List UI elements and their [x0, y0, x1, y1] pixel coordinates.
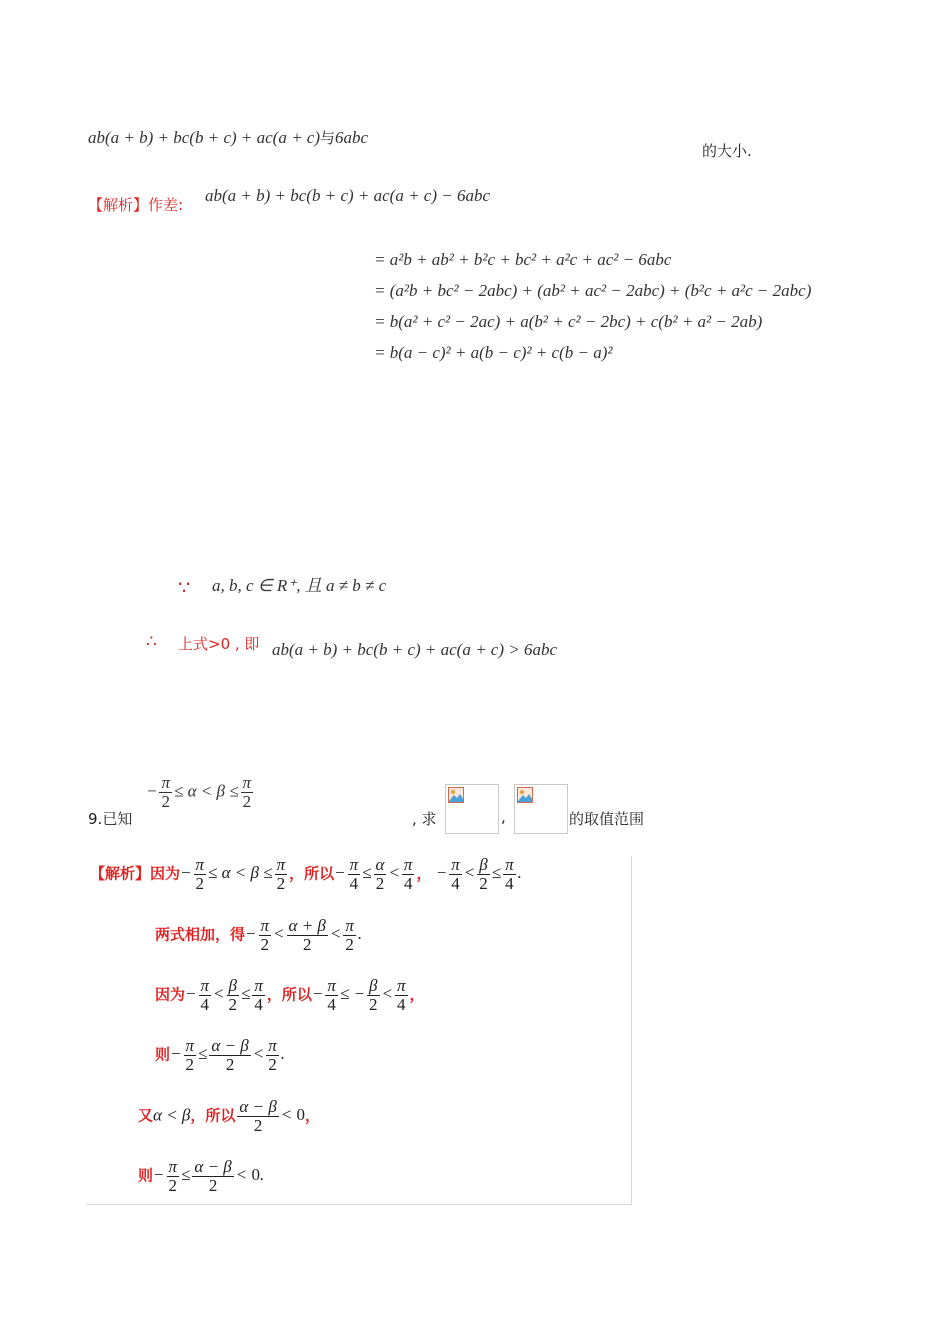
broken-image-2	[514, 784, 568, 834]
problem8-yu: 与	[320, 129, 336, 147]
solution9-l6-a: 则	[138, 1166, 154, 1185]
solution9-line-4: 则− $\frac{\pi}{2}$ ≤ $\frac{\alpha - \beta}{2}$ < $\frac{\pi}{2}$ .	[155, 1036, 286, 1074]
solution9-line-2: 两式相加，得− $\frac{\pi}{2}$ < $\frac{\alpha + \beta}{2}$ < $\frac{\pi}{2}$ .	[155, 916, 363, 954]
solution9-l3-a: 因为	[155, 985, 186, 1004]
problem9-label	[88, 808, 132, 829]
solution9-l1-b: 所以	[304, 864, 335, 883]
solution9-line-3: 因为− $\frac{\pi}{4}$ < $\frac{\beta}{2}$ ≤ $\frac{\pi}{4}$ ，所以− $\frac{\pi}{4}$ ≤ − $\frac{\beta}{2}$ < $\frac{\pi}{4}$ ，	[155, 976, 425, 1014]
solution9-box	[86, 856, 632, 1205]
solution9-tag: 【解析】	[90, 864, 151, 883]
solution8-step-3: = b(a² + c² − 2ac) + a(b² + c² − 2bc) + c(b² + a² − 2ab)	[374, 312, 763, 331]
problem9-tail: 的取值范围	[569, 810, 645, 828]
therefore-text: 上式>0 , 即	[178, 635, 260, 653]
because-symbol: ∵	[178, 578, 191, 599]
solution9-l5-a: 又	[138, 1106, 154, 1125]
problem9-qiu: , 求	[412, 810, 437, 828]
solution8-heading	[88, 194, 183, 215]
solution8-step-1: = a²b + ab² + b²c + bc² + a²c + ac² − 6abc	[374, 250, 672, 269]
therefore-expr: ab(a + b) + bc(b + c) + ac(a + c) > 6abc	[272, 640, 558, 659]
problem9-comma: ,	[501, 808, 506, 826]
broken-image-1	[445, 784, 499, 834]
solution8-step-4: = b(a − c)² + a(b − c)² + c(b − a)²	[374, 343, 613, 362]
solution8-tag: 【解析】	[88, 196, 149, 214]
solution9-l5-b: 所以	[205, 1106, 236, 1125]
solution9-line-1: 【解析】因为− $\frac{\pi}{2}$ ≤ α < β ≤ $\frac{\pi}{2}$ ，所以− $\frac{\pi}{4}$ ≤ $\frac{\alpha}{2}$ < $\frac{\pi}{4}$ ， − $\frac{\pi}{4}$ < $\frac{\beta}{2}$ ≤ $\frac{\pi}{4}$ .	[90, 855, 522, 893]
image-placeholder-icon	[517, 787, 533, 803]
solution8-step-2: = (a²b + bc² − 2abc) + (ab² + ac² − 2abc) + (b²c + a²c − 2abc)	[374, 281, 812, 300]
solution9-l1-a: 因为	[150, 864, 181, 883]
solution9-line-6: 则− $\frac{\pi}{2}$ ≤ $\frac{\alpha - \beta}{2}$ < 0.	[138, 1157, 265, 1195]
problem8-expression	[88, 127, 368, 148]
solution9-l4-a: 则	[155, 1045, 171, 1064]
therefore-symbol: ∴	[146, 632, 157, 652]
problem9-known: 已知	[102, 810, 133, 828]
solution9-l3-b: 所以	[281, 985, 312, 1004]
solution8-diff-expr: ab(a + b) + bc(b + c) + ac(a + c) − 6abc	[205, 186, 491, 205]
solution8-lead: 作差:	[148, 196, 184, 214]
problem9-number: 9.	[88, 810, 103, 828]
problem8-six-abc: 6abc	[335, 128, 369, 147]
image-placeholder-icon	[448, 787, 464, 803]
problem8-tail: 的大小.	[702, 142, 752, 160]
problem9-condition: − $\frac{\pi}{2}$ ≤ α < β ≤ $\frac{\pi}{2}$	[146, 773, 252, 811]
because-text: a, b, c ∈ R⁺, 且 a ≠ b ≠ c	[212, 576, 387, 595]
solution9-l2-a: 两式相加，得	[155, 925, 246, 944]
solution9-line-5: 又α < β，所以 $\frac{\alpha - \beta}{2}$ < 0，	[138, 1097, 321, 1135]
problem8-expr: ab(a + b) + bc(b + c) + ac(a + c)	[88, 128, 321, 147]
